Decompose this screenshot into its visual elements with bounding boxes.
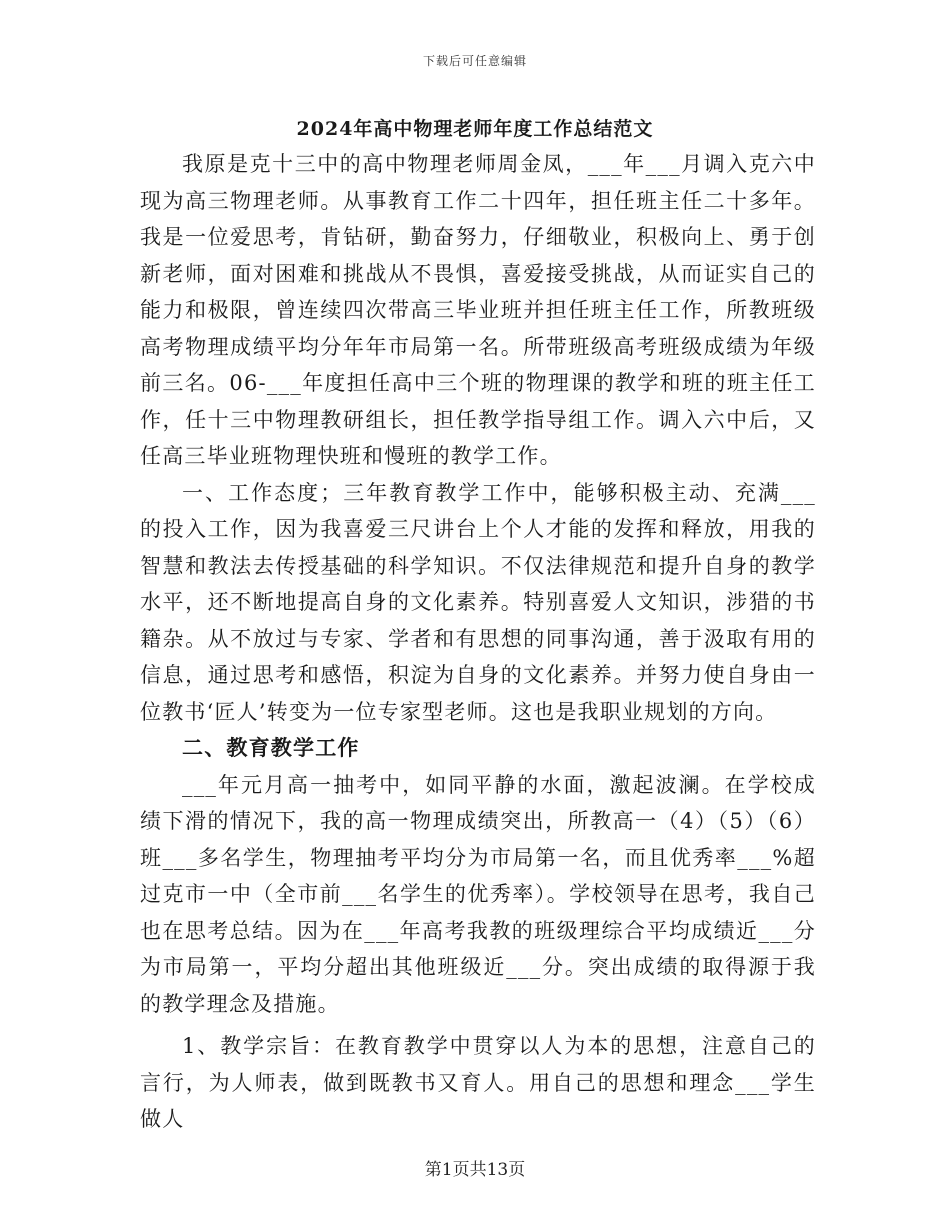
document-body [140, 146, 816, 1138]
body-paragraph: ___年元月高一抽考中，如同平静的水面，激起波澜。在学校成绩下滑的情况下，我的高一物理成绩突出，所教高一（4）（5）（6）班___多名学生，物理抽考平均分为市局第一名，而且优秀率___%超过克市一中（全市前___名学生的优秀率）。学校领导在思考，我自己也在思考总结。因为在___年高考我教的班级理综合平均成绩近___分为市局第一，平均分超出其他班级近___分。突出成绩的取得源于我的教学理念及措施。 [140, 772, 816, 1016]
body-paragraph: 一、工作态度；三年教育教学工作中，能够积极主动、充满___的投入工作，因为我喜爱三尺讲台上个人才能的发挥和释放，用我的智慧和教法去传授基础的科学知识。不仅法律规范和提升自身的教学水平，还不断地提高自身的文化素养。特别喜爱人文知识，涉猎的书籍杂。从不放过与专家、学者和有思想的同事沟通，善于汲取有用的信息，通过思考和感悟，积淀为自身的文化素养。并努力使自身由一位教书‘匠人’转变为一位专家型老师。这也是我职业规划的方向。 [140, 480, 816, 724]
page-number-footer: 第1页共13页 [424, 1160, 526, 1180]
page-header-note: 下载后可任意编辑 [422, 54, 527, 68]
body-paragraph: 1、教学宗旨：在教育教学中贯穿以人为本的思想，注意自己的言行，为人师表，做到既教书又育人。用自己的思想和理念___学生做人 [140, 1034, 816, 1131]
body-paragraph: 我原是克十三中的高中物理老师周金凤，___年___月调入克六中现为高三物理老师。从事教育工作二十四年，担任班主任二十多年。我是一位爱思考，肯钻研，勤奋努力，仔细敬业，积极向上、勇于创新老师，面对困难和挑战从不畏惧，喜爱接受挑战，从而证实自己的能力和极限，曾连续四次带高三毕业班并担任班主任工作，所教班级高考物理成绩平均分年年市局第一名。所带班级高考班级成绩为年级前三名。06-___年度担任高中三个班的物理课的教学和班的班主任工作，任十三中物理教研组长，担任教学指导组工作。调入六中后，又任高三毕业班物理快班和慢班的教学工作。 [140, 152, 816, 468]
section-heading: 二、教育教学工作 [182, 735, 360, 760]
document-title: 2024年高中物理老师年度工作总结范文 [296, 118, 654, 140]
